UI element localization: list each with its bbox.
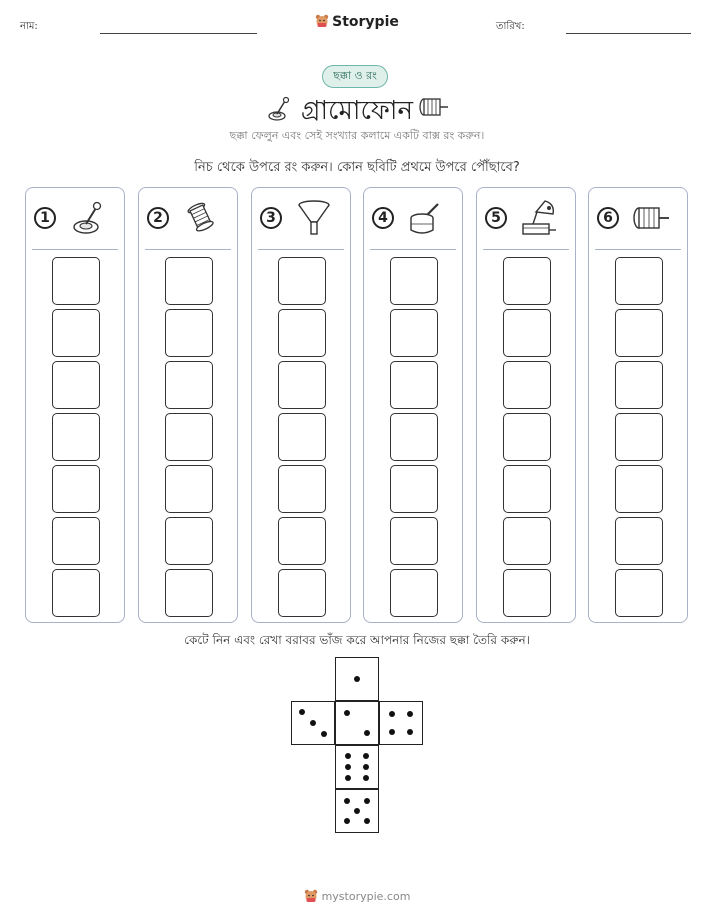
column-divider bbox=[595, 249, 681, 250]
roller-icon bbox=[631, 198, 671, 238]
brand-name: Storypie bbox=[332, 14, 399, 30]
pip bbox=[363, 764, 369, 770]
color-box[interactable] bbox=[165, 257, 213, 305]
column-3 bbox=[251, 187, 351, 623]
column-divider bbox=[370, 249, 456, 250]
date-label: তারিখ: bbox=[496, 21, 525, 32]
pip bbox=[345, 775, 351, 781]
footer bbox=[0, 889, 714, 903]
color-box[interactable] bbox=[278, 569, 326, 617]
color-box[interactable] bbox=[390, 361, 438, 409]
color-box[interactable] bbox=[615, 361, 663, 409]
color-box[interactable] bbox=[278, 465, 326, 513]
dice-face-3 bbox=[291, 701, 335, 745]
dice-face-4 bbox=[379, 701, 423, 745]
column-number: 6 bbox=[597, 207, 619, 229]
color-box[interactable] bbox=[165, 517, 213, 565]
color-box[interactable] bbox=[503, 517, 551, 565]
color-box[interactable] bbox=[615, 569, 663, 617]
column-divider bbox=[32, 249, 118, 250]
pip bbox=[364, 798, 370, 804]
color-box[interactable] bbox=[52, 517, 100, 565]
column-number: 3 bbox=[260, 207, 282, 229]
color-box[interactable] bbox=[52, 309, 100, 357]
pip bbox=[363, 753, 369, 759]
dice-face-6 bbox=[335, 745, 379, 789]
color-box[interactable] bbox=[503, 361, 551, 409]
name-line[interactable] bbox=[100, 33, 257, 34]
color-box[interactable] bbox=[390, 465, 438, 513]
category-tag: ছক্কা ও রং bbox=[322, 65, 388, 88]
color-box[interactable] bbox=[278, 309, 326, 357]
needle-tin-icon bbox=[406, 198, 446, 238]
color-box[interactable] bbox=[615, 413, 663, 461]
dice-face-1 bbox=[335, 657, 379, 701]
column-number: 2 bbox=[147, 207, 169, 229]
bear-footer-icon bbox=[304, 889, 318, 903]
pip bbox=[345, 764, 351, 770]
dice-face-5 bbox=[335, 789, 379, 833]
color-box[interactable] bbox=[503, 413, 551, 461]
column-5 bbox=[476, 187, 576, 623]
pip bbox=[299, 709, 305, 715]
pip bbox=[364, 818, 370, 824]
color-box[interactable] bbox=[52, 257, 100, 305]
column-number: 4 bbox=[372, 207, 394, 229]
color-box[interactable] bbox=[52, 361, 100, 409]
column-divider bbox=[145, 249, 231, 250]
color-box[interactable] bbox=[165, 569, 213, 617]
pip bbox=[363, 775, 369, 781]
color-box[interactable] bbox=[278, 517, 326, 565]
color-box[interactable] bbox=[52, 569, 100, 617]
column-4 bbox=[363, 187, 463, 623]
pip bbox=[407, 711, 413, 717]
column-number: 1 bbox=[34, 207, 56, 229]
color-box[interactable] bbox=[390, 413, 438, 461]
instruction: নিচ থেকে উপরে রং করুন। কোন ছবিটি প্রথমে উপরে পৌঁছাবে? bbox=[194, 160, 520, 175]
subtitle: ছক্কা ফেলুন এবং সেই সংখ্যার কলামে একটি বাক্স রং করুন। bbox=[229, 129, 485, 142]
color-box[interactable] bbox=[278, 361, 326, 409]
bear-logo-icon bbox=[315, 14, 329, 28]
spool-icon bbox=[181, 198, 221, 238]
pip bbox=[407, 729, 413, 735]
column-divider bbox=[483, 249, 569, 250]
color-box[interactable] bbox=[52, 465, 100, 513]
color-box[interactable] bbox=[165, 361, 213, 409]
pip bbox=[354, 676, 360, 682]
color-box[interactable] bbox=[615, 309, 663, 357]
pip bbox=[321, 731, 327, 737]
color-box[interactable] bbox=[52, 413, 100, 461]
color-box[interactable] bbox=[278, 257, 326, 305]
pip bbox=[364, 730, 370, 736]
column-divider bbox=[258, 249, 344, 250]
color-box[interactable] bbox=[390, 569, 438, 617]
pip bbox=[344, 818, 350, 824]
color-box[interactable] bbox=[278, 413, 326, 461]
color-box[interactable] bbox=[390, 309, 438, 357]
pip bbox=[345, 753, 351, 759]
pip bbox=[344, 710, 350, 716]
pip bbox=[344, 798, 350, 804]
dice-face-2 bbox=[335, 701, 379, 745]
pip bbox=[310, 720, 316, 726]
footer-url[interactable]: mystorypie.com bbox=[321, 890, 411, 903]
color-box[interactable] bbox=[165, 413, 213, 461]
pip bbox=[354, 808, 360, 814]
color-box[interactable] bbox=[503, 309, 551, 357]
color-box[interactable] bbox=[615, 517, 663, 565]
column-1 bbox=[25, 187, 125, 623]
column-number: 5 bbox=[485, 207, 507, 229]
color-box[interactable] bbox=[503, 257, 551, 305]
page-title: গ্রামোফোন bbox=[301, 96, 413, 126]
roller-title-icon bbox=[418, 96, 450, 118]
name-label: নাম: bbox=[20, 21, 38, 32]
lever-icon bbox=[68, 198, 108, 238]
gramophone-icon bbox=[519, 198, 559, 238]
column-6 bbox=[588, 187, 688, 623]
color-box[interactable] bbox=[165, 309, 213, 357]
color-box[interactable] bbox=[615, 257, 663, 305]
color-box[interactable] bbox=[503, 569, 551, 617]
color-box[interactable] bbox=[165, 465, 213, 513]
color-box[interactable] bbox=[615, 465, 663, 513]
cut-instruction: কেটে নিন এবং রেখা বরাবর ভাঁজ করে আপনার নিজের ছক্কা তৈরি করুন। bbox=[184, 633, 530, 647]
column-2 bbox=[138, 187, 238, 623]
color-box[interactable] bbox=[390, 517, 438, 565]
date-line[interactable] bbox=[566, 33, 691, 34]
pip bbox=[389, 711, 395, 717]
color-box[interactable] bbox=[390, 257, 438, 305]
color-box[interactable] bbox=[503, 465, 551, 513]
pip bbox=[389, 729, 395, 735]
brand-logo bbox=[0, 14, 714, 30]
funnel-icon bbox=[294, 198, 334, 238]
